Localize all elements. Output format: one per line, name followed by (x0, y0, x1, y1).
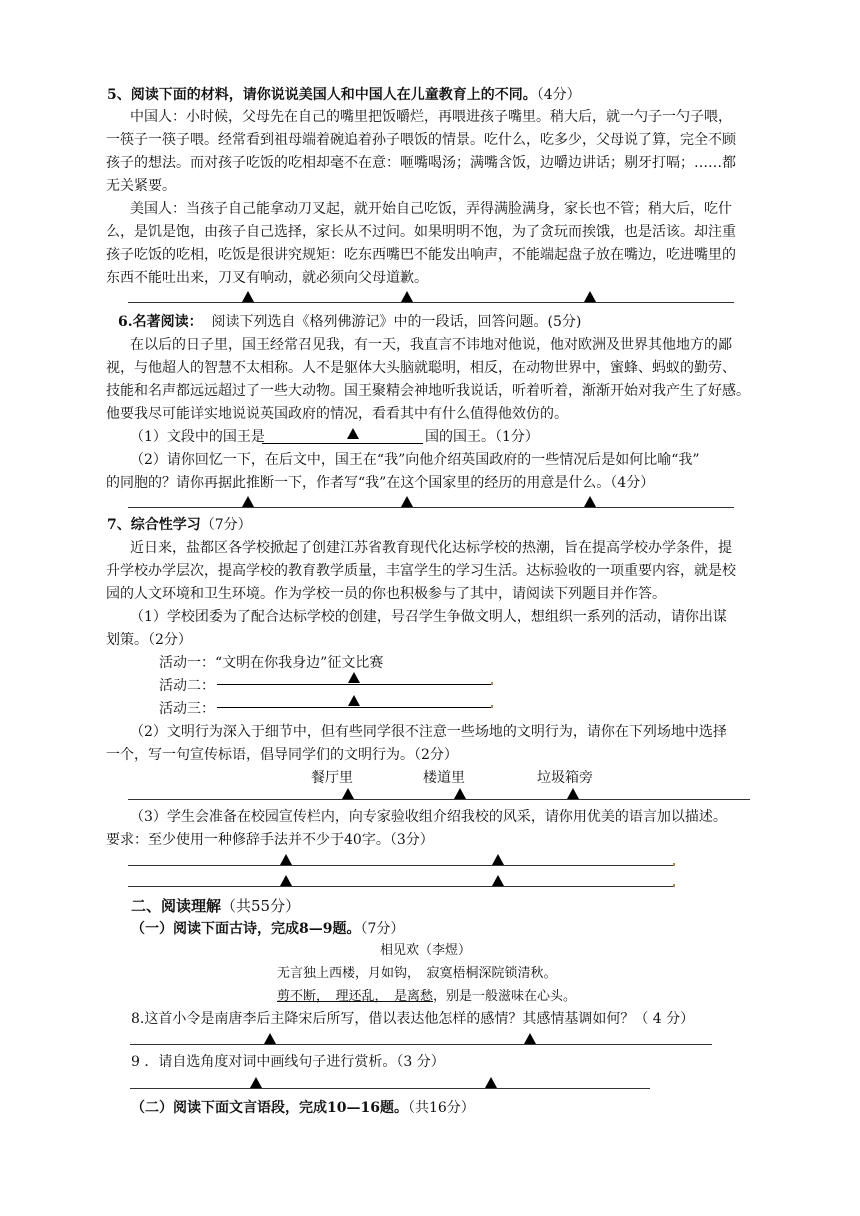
poem-line-1: 无言独上西楼，月如钩， 寂寞梧桐深院锁清秋。 (277, 966, 557, 981)
answer-marker (492, 875, 504, 886)
q7-line-2: 升学校办学层次，提高学校的教育教学质量，丰富学生的学习生活。达标验收的一项重要内容，就是校 (106, 563, 736, 579)
line-end-mark (491, 682, 493, 685)
q6-sub2-line-1: （2）请你回忆一下，在后文中，国王在“我”向他介绍英国政府的一些情况后是如何比喻“我” (130, 452, 700, 468)
q5-line-6: 么，是饥是饱，由孩子自己选择，家长从不过问。如果明明不饱，为了贪玩而挨饿，也是活该。却注重 (106, 224, 736, 240)
section1-heading (131, 920, 404, 938)
poem-line-2 (277, 988, 576, 1006)
q7-sub2-line-2: 一个，写一句宣传标语，倡导同学们的文明行为。（2分） (106, 747, 458, 763)
answer-marker (584, 291, 596, 302)
line-end-mark (491, 705, 493, 708)
q6-sub1-post: 国的国王。（1分） (425, 429, 539, 445)
q6-intro: 阅读下列选自《格列佛游记》中的一段话，回答问题。(5分) (211, 314, 582, 330)
q7-sub1-line-2: 划策。（2分） (106, 632, 192, 648)
q5-line-1: 中国人：小时候，父母先在自己的嘴里把饭嚼烂，再喂进孩子嘴里。稍大后，就一勺子一勺子喂， (130, 109, 732, 125)
q8-text: 8.这首小令是南唐李后主降宋后所写，借以表达他怎样的感情？其感情基调如何？（ 4 分） (131, 1011, 695, 1027)
answer-marker (567, 788, 579, 799)
answer-marker (401, 496, 413, 507)
answer-line-q7-2[interactable] (128, 799, 750, 800)
answer-marker (454, 788, 466, 799)
q6-sub1-blank[interactable] (262, 443, 423, 444)
answer-marker (524, 1033, 536, 1044)
poem-line-2-rest: ，别是一般滋味在心头。 (433, 989, 577, 1004)
q7-place-2: 楼道里 (423, 770, 465, 786)
q7-sub2-line-1: （2）文明行为深入于细节中，但有些同学很不注意一些场地的文明行为，请你在下列场地中选择 (130, 724, 727, 740)
section2-title: （二）阅读下面文言语段，完成10—16题。 (131, 1100, 408, 1116)
poem-title: 相见欢（李煜） (380, 943, 472, 958)
q6-sub2-line-2: 的同胞的？请你再据此推断一下，作者写“我”在这个国家里的经历的用意是什么。（4分） (106, 475, 655, 491)
q6-line-3: 技能和名声都远远超过了一些大动物。国王聚精会神地听我说话，听着听着，渐渐开始对我产生了好感。 (106, 383, 750, 399)
answer-marker (485, 1077, 497, 1088)
answer-marker (280, 875, 292, 886)
q5-title: 5、阅读下面的材料，请你说说美国人和中国人在儿童教育上的不同。 (107, 87, 537, 103)
section1-title: （一）阅读下面古诗，完成8—9题。 (131, 921, 361, 937)
part2-heading (131, 897, 300, 915)
q7-activity-1: 活动一：“文明在你我身边”征文比赛 (159, 655, 384, 671)
q7-activity-3-blank[interactable] (217, 707, 492, 708)
answer-line-q7-3a[interactable] (128, 865, 674, 866)
q7-heading (107, 516, 252, 534)
q5-line-7: 孩子吃饭的吃相，吃饭是很讲究规矩：吃东西嘴巴不能发出响声，不能端起盘子放在嘴边，吃进嘴里的 (106, 247, 736, 263)
q6-heading (118, 313, 581, 331)
answer-marker (401, 291, 413, 302)
q7-line-1: 近日来，盐都区各学校掀起了创建江苏省教育现代化达标学校的热潮，旨在提高学校办学条件，提 (130, 540, 732, 556)
q6-sub1-pre: （1）文段中的国王是 (130, 429, 265, 445)
answer-marker (280, 854, 292, 865)
answer-marker (584, 496, 596, 507)
answer-marker (250, 1077, 262, 1088)
part2-title: 二、阅读理解 (131, 897, 222, 915)
answer-marker (492, 854, 504, 865)
answer-line-q7-3b[interactable] (128, 886, 674, 887)
part2-score: （共55分） (221, 897, 301, 915)
q5-heading (107, 86, 581, 104)
answer-line-q5[interactable] (128, 302, 734, 303)
line-end-mark (673, 863, 675, 866)
q7-sub3-line-1: （3）学生会准备在校园宣传栏内，向专家验收组介绍我校的风采，请你用优美的语言加以描述。 (130, 809, 727, 825)
q7-sub3-line-2: 要求：至少使用一种修辞手法并不少于40字。（3分） (106, 832, 434, 848)
answer-marker (348, 672, 360, 683)
q7-activity-2-label: 活动二： (159, 678, 215, 694)
q5-score: （4分） (536, 87, 581, 103)
answer-line-q8[interactable] (130, 1044, 712, 1045)
answer-marker (264, 1033, 276, 1044)
poem-underlined-phrase: 剪不断， 理还乱， 是离愁 (277, 989, 434, 1004)
q5-line-2: 一筷子一筷子喂。经常看到祖母端着碗追着孙子喂饭的情景。吃什么，吃多少，父母说了算，完全不顾 (106, 132, 736, 148)
answer-marker (242, 291, 254, 302)
q7-place-3: 垃圾箱旁 (537, 770, 593, 786)
q7-activity-2-blank[interactable] (217, 684, 492, 685)
q5-line-5: 美国人：当孩子自己能拿动刀叉起，就开始自己吃饭，弄得满脸满身，家长也不管；稍大后，吃什 (130, 201, 732, 217)
answer-line-q6[interactable] (128, 507, 734, 508)
q7-place-1: 餐厅里 (311, 770, 353, 786)
q6-line-1: 在以后的日子里，国王经常召见我，有一天，我直言不讳地对他说，他对欧洲及世界其他地方的鄙 (130, 337, 732, 353)
q7-sub1-line-1: （1）学校团委为了配合达标学校的创建，号召学生争做文明人，想组织一系列的活动，请你出谋 (130, 609, 727, 625)
q6-line-4: 他要我尽可能详实地说说英国政府的情况，看看其中有什么值得他效仿的。 (106, 406, 568, 422)
answer-line-q9[interactable] (130, 1088, 650, 1089)
answer-marker (348, 695, 360, 706)
q5-line-4: 无关紧要。 (106, 178, 176, 194)
answer-marker (242, 496, 254, 507)
section2-score: （共16分） (407, 1100, 475, 1116)
q6-line-2: 视，与他超人的智慧不太相称。人不是躯体大头脑就聪明，相反，在动物世界中，蜜蜂、蚂蚁的勤劳、 (106, 360, 736, 376)
q7-line-3: 园的人文环境和卫生环境。作为学校一员的你也积极参与了其中，请阅读下列题目并作答。 (106, 586, 666, 602)
q5-line-8: 东西不能吐出来，刀叉有响动，就必须向父母道歉。 (106, 270, 428, 286)
line-end-mark (673, 884, 675, 887)
answer-marker (347, 428, 359, 439)
q5-line-3: 孩子的想法。而对孩子吃饭的吃相却毫不在意：咂嘴喝汤；满嘴含饭，边嚼边讲话；剔牙打嗝；……都 (106, 155, 736, 171)
q7-title: 7、综合性学习 (107, 517, 201, 533)
section2-heading (131, 1099, 475, 1117)
q7-score: （7分） (200, 517, 252, 533)
q6-title: 6.名著阅读： (118, 314, 203, 330)
q9-text: 9 ．请自选角度对词中画线句子进行赏析。（3 分） (131, 1054, 445, 1070)
section1-score: （7分） (360, 921, 405, 937)
q7-activity-3-label: 活动三： (159, 701, 215, 717)
answer-marker (342, 788, 354, 799)
